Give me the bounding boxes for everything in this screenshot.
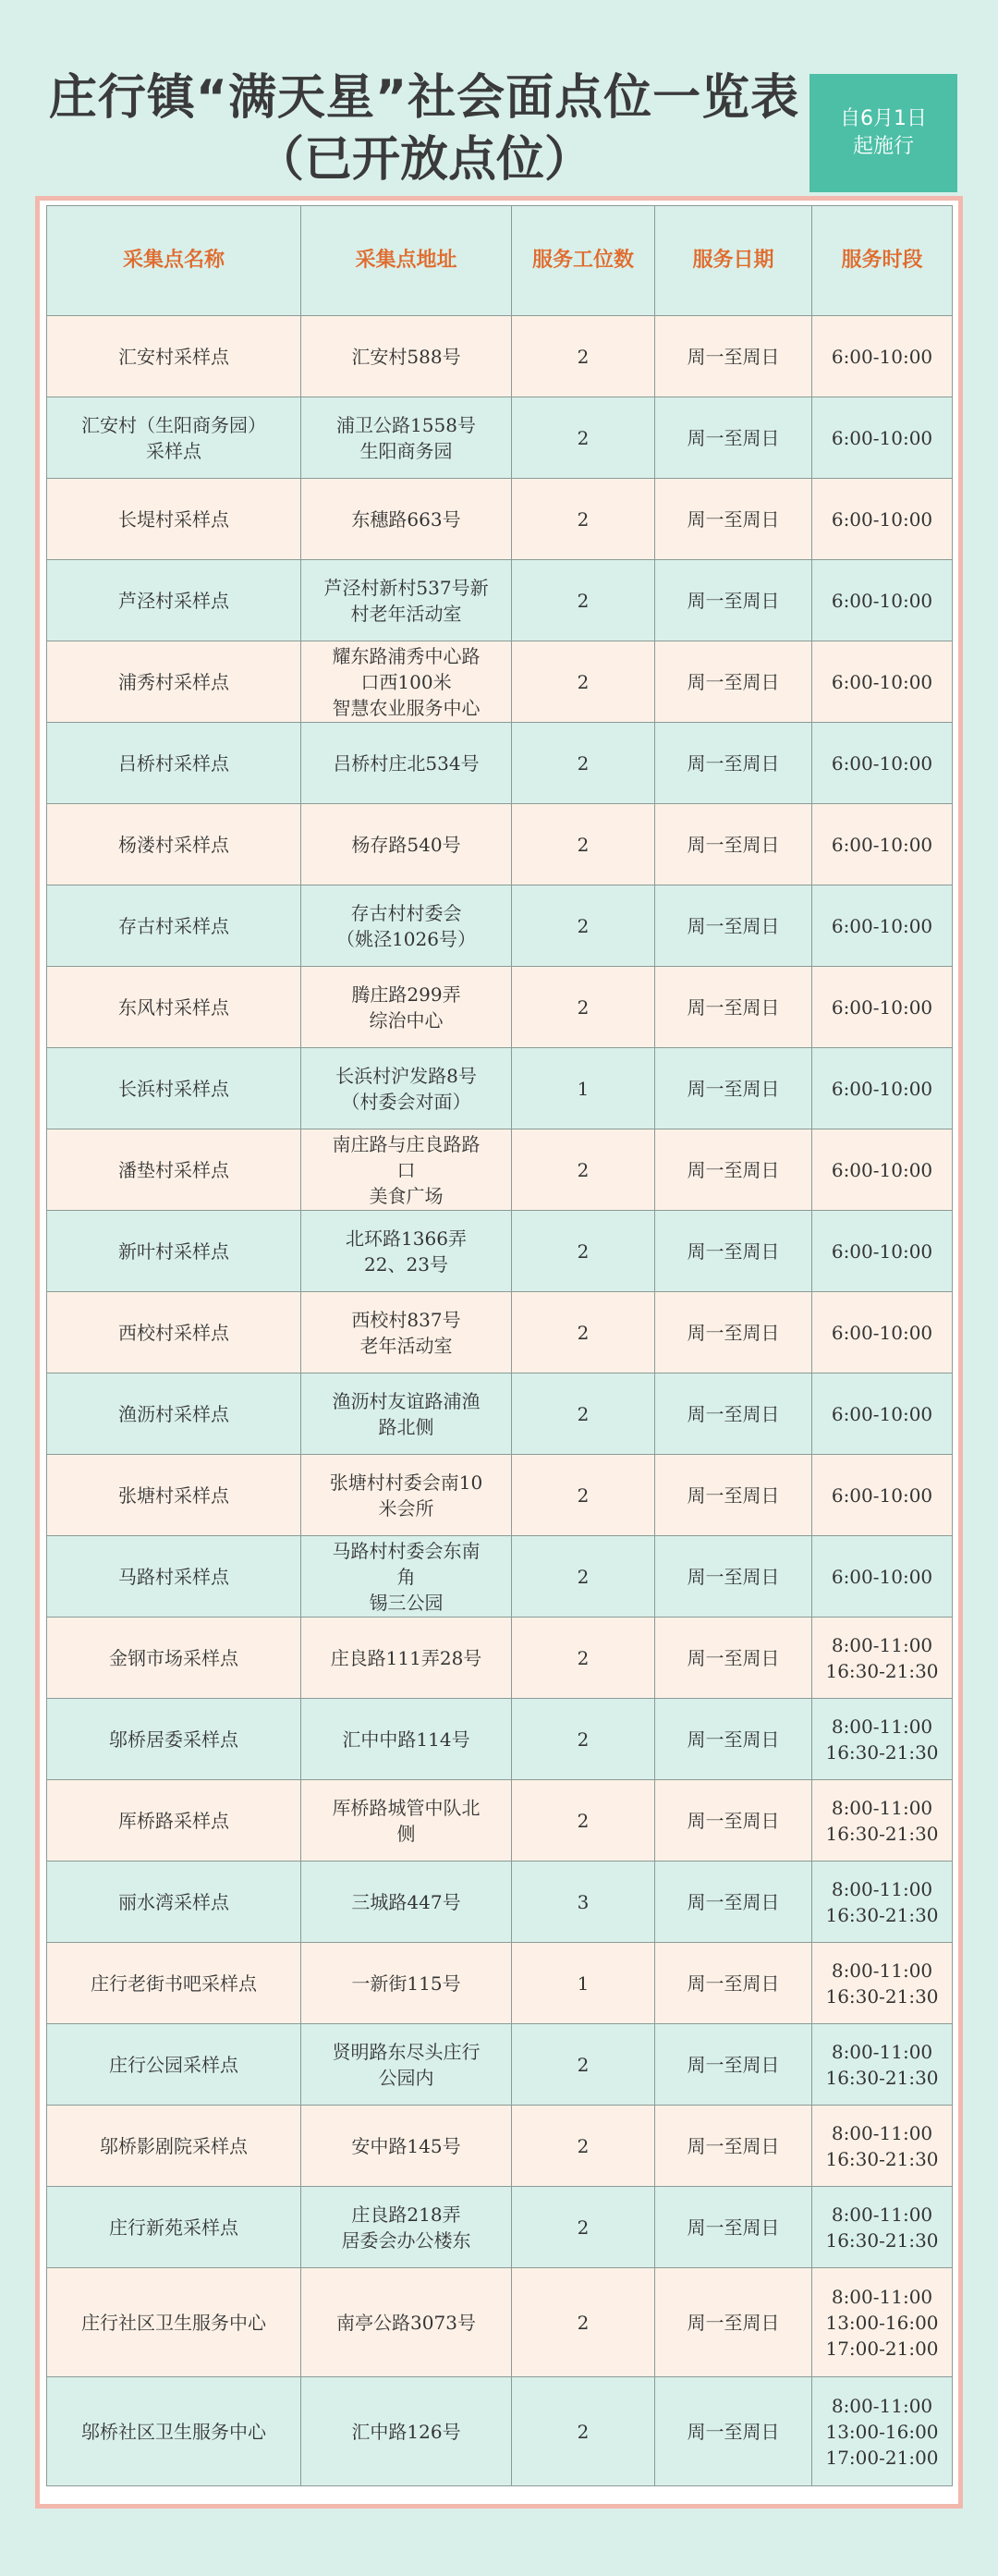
table-row (47, 1536, 953, 1618)
cell-site-address: 厍桥路城管中队北 侧 (301, 1780, 512, 1862)
cell-site-address: 庄良路111弄28号 (301, 1618, 512, 1699)
cell-service-hours: 6:00-10:00 (812, 1536, 953, 1618)
cell-service-days: 周一至周日 (655, 2268, 812, 2377)
cell-station-count: 2 (512, 1536, 655, 1618)
cell-service-hours: 8:00-11:00 16:30-21:30 (812, 2187, 953, 2268)
cell-site-name: 长堤村采样点 (47, 479, 301, 560)
table-row (47, 1211, 953, 1292)
cell-station-count: 2 (512, 316, 655, 397)
cell-service-days: 周一至周日 (655, 2024, 812, 2106)
cell-service-hours: 6:00-10:00 (812, 723, 953, 804)
title-block (35, 67, 813, 198)
cell-service-hours: 8:00-11:00 13:00-16:00 17:00-21:00 (812, 2377, 953, 2486)
cell-site-address: 长浜村沪发路8号 （村委会对面） (301, 1048, 512, 1129)
table-row (47, 1780, 953, 1862)
cell-service-hours: 6:00-10:00 (812, 967, 953, 1048)
cell-site-name: 金钢市场采样点 (47, 1618, 301, 1699)
cell-service-hours: 6:00-10:00 (812, 1292, 953, 1373)
cell-service-days: 周一至周日 (655, 1048, 812, 1129)
cell-station-count: 1 (512, 1048, 655, 1129)
table-row (47, 397, 953, 479)
cell-site-name: 汇安村（生阳商务园） 采样点 (47, 397, 301, 479)
table-row (47, 723, 953, 804)
header-station-count: 服务工位数 (512, 206, 655, 316)
cell-service-days: 周一至周日 (655, 1862, 812, 1943)
cell-service-days: 周一至周日 (655, 560, 812, 641)
cell-site-address: 腾庄路299弄 综治中心 (301, 967, 512, 1048)
cell-site-address: 马路村村委会东南 角 锡三公园 (301, 1536, 512, 1618)
cell-service-days: 周一至周日 (655, 2377, 812, 2486)
cell-service-days: 周一至周日 (655, 967, 812, 1048)
cell-site-name: 汇安村采样点 (47, 316, 301, 397)
cell-service-hours: 8:00-11:00 16:30-21:30 (812, 2106, 953, 2187)
badge-line-2: 起施行 (852, 135, 914, 158)
cell-site-address: 汇中路126号 (301, 2377, 512, 2486)
cell-station-count: 2 (512, 1211, 655, 1292)
cell-station-count: 2 (512, 560, 655, 641)
table-row (47, 2024, 953, 2106)
cell-site-name: 长浜村采样点 (47, 1048, 301, 1129)
cell-station-count: 2 (512, 1292, 655, 1373)
cell-station-count: 2 (512, 2268, 655, 2377)
cell-site-address: 安中路145号 (301, 2106, 512, 2187)
cell-service-hours: 6:00-10:00 (812, 1129, 953, 1211)
cell-service-days: 周一至周日 (655, 1699, 812, 1780)
cell-service-hours: 6:00-10:00 (812, 1455, 953, 1536)
cell-site-name: 丽水湾采样点 (47, 1862, 301, 1943)
cell-service-days: 周一至周日 (655, 479, 812, 560)
table-row (47, 967, 953, 1048)
cell-service-days: 周一至周日 (655, 397, 812, 479)
cell-site-name: 庄行老街书吧采样点 (47, 1943, 301, 2024)
header-service-hours: 服务时段 (812, 206, 953, 316)
cell-service-days: 周一至周日 (655, 1618, 812, 1699)
cell-service-days: 周一至周日 (655, 885, 812, 967)
cell-site-address: 三城路447号 (301, 1862, 512, 1943)
table-row (47, 1292, 953, 1373)
cell-service-days: 周一至周日 (655, 1129, 812, 1211)
cell-service-hours: 6:00-10:00 (812, 479, 953, 560)
cell-site-name: 厍桥路采样点 (47, 1780, 301, 1862)
cell-station-count: 2 (512, 1618, 655, 1699)
cell-site-address: 南庄路与庄良路路 口 美食广场 (301, 1129, 512, 1211)
page-title: 庄行镇“满天星”社会面点位一览表 (48, 70, 800, 126)
cell-service-days: 周一至周日 (655, 641, 812, 723)
cell-site-name: 邬桥居委采样点 (47, 1699, 301, 1780)
page-subtitle: （已开放点位） (255, 132, 592, 188)
cell-station-count: 2 (512, 1455, 655, 1536)
table-row (47, 1048, 953, 1129)
cell-site-address: 汇安村588号 (301, 316, 512, 397)
cell-service-days: 周一至周日 (655, 1373, 812, 1455)
table-row (47, 560, 953, 641)
cell-service-hours: 6:00-10:00 (812, 1211, 953, 1292)
cell-site-name: 存古村采样点 (47, 885, 301, 967)
cell-site-name: 吕桥村采样点 (47, 723, 301, 804)
cell-service-days: 周一至周日 (655, 2187, 812, 2268)
cell-station-count: 2 (512, 2106, 655, 2187)
cell-site-address: 一新街115号 (301, 1943, 512, 2024)
cell-service-hours: 6:00-10:00 (812, 1048, 953, 1129)
cell-site-address: 存古村村委会 （姚泾1026号） (301, 885, 512, 967)
cell-service-hours: 6:00-10:00 (812, 885, 953, 967)
table-row (47, 1618, 953, 1699)
cell-station-count: 1 (512, 1943, 655, 2024)
cell-service-days: 周一至周日 (655, 723, 812, 804)
cell-service-days: 周一至周日 (655, 1211, 812, 1292)
cell-service-hours: 6:00-10:00 (812, 1373, 953, 1455)
table-row (47, 2268, 953, 2377)
cell-site-address: 庄良路218弄 居委会办公楼东 (301, 2187, 512, 2268)
table-row (47, 2187, 953, 2268)
table-row (47, 2377, 953, 2486)
table-row (47, 1943, 953, 2024)
cell-site-address: 浦卫公路1558号 生阳商务园 (301, 397, 512, 479)
cell-station-count: 2 (512, 1780, 655, 1862)
cell-site-address: 南亭公路3073号 (301, 2268, 512, 2377)
header-service-days: 服务日期 (655, 206, 812, 316)
table-row (47, 1129, 953, 1211)
cell-site-address: 北环路1366弄 22、23号 (301, 1211, 512, 1292)
cell-site-name: 潘垫村采样点 (47, 1129, 301, 1211)
table-row (47, 1699, 953, 1780)
cell-site-address: 耀东路浦秀中心路 口西100米 智慧农业服务中心 (301, 641, 512, 723)
table-header-row (47, 206, 953, 316)
cell-service-days: 周一至周日 (655, 1780, 812, 1862)
cell-site-address: 西校村837号 老年活动室 (301, 1292, 512, 1373)
cell-service-days: 周一至周日 (655, 1455, 812, 1536)
cell-site-address: 贤明路东尽头庄行 公园内 (301, 2024, 512, 2106)
cell-station-count: 2 (512, 2024, 655, 2106)
table-body (47, 316, 953, 2486)
table-row (47, 885, 953, 967)
cell-site-address: 张塘村村委会南10 米会所 (301, 1455, 512, 1536)
cell-site-name: 新叶村采样点 (47, 1211, 301, 1292)
cell-station-count: 2 (512, 1129, 655, 1211)
cell-site-name: 渔沥村采样点 (47, 1373, 301, 1455)
cell-station-count: 2 (512, 641, 655, 723)
cell-station-count: 2 (512, 1699, 655, 1780)
table-row (47, 1455, 953, 1536)
cell-station-count: 2 (512, 2377, 655, 2486)
table-row (47, 1862, 953, 1943)
cell-service-days: 周一至周日 (655, 2106, 812, 2187)
sampling-sites-table (46, 205, 953, 2486)
cell-site-name: 庄行新苑采样点 (47, 2187, 301, 2268)
cell-service-hours: 8:00-11:00 16:30-21:30 (812, 1862, 953, 1943)
cell-service-hours: 6:00-10:00 (812, 316, 953, 397)
cell-site-address: 东穗路663号 (301, 479, 512, 560)
table-row (47, 641, 953, 723)
cell-site-name: 杨溇村采样点 (47, 804, 301, 885)
cell-site-name: 邬桥影剧院采样点 (47, 2106, 301, 2187)
cell-station-count: 3 (512, 1862, 655, 1943)
cell-station-count: 2 (512, 804, 655, 885)
table-row (47, 316, 953, 397)
cell-service-hours: 8:00-11:00 16:30-21:30 (812, 1780, 953, 1862)
table-row (47, 804, 953, 885)
header-site-name: 采集点名称 (47, 206, 301, 316)
cell-site-name: 张塘村采样点 (47, 1455, 301, 1536)
cell-station-count: 2 (512, 397, 655, 479)
cell-service-hours: 6:00-10:00 (812, 397, 953, 479)
table-row (47, 479, 953, 560)
effective-date-badge (809, 74, 957, 192)
cell-site-address: 芦泾村新村537号新 村老年活动室 (301, 560, 512, 641)
cell-service-hours: 8:00-11:00 13:00-16:00 17:00-21:00 (812, 2268, 953, 2377)
badge-line-1: 自6月1日 (840, 107, 927, 130)
cell-service-hours: 8:00-11:00 16:30-21:30 (812, 1618, 953, 1699)
cell-site-address: 汇中中路114号 (301, 1699, 512, 1780)
cell-site-address: 杨存路540号 (301, 804, 512, 885)
cell-service-hours: 8:00-11:00 16:30-21:30 (812, 2024, 953, 2106)
cell-service-hours: 8:00-11:00 16:30-21:30 (812, 1699, 953, 1780)
cell-site-name: 芦泾村采样点 (47, 560, 301, 641)
cell-station-count: 2 (512, 1373, 655, 1455)
header-site-address: 采集点地址 (301, 206, 512, 316)
cell-service-hours: 8:00-11:00 16:30-21:30 (812, 1943, 953, 2024)
cell-station-count: 2 (512, 2187, 655, 2268)
cell-service-hours: 6:00-10:00 (812, 804, 953, 885)
table-row (47, 2106, 953, 2187)
cell-service-days: 周一至周日 (655, 1292, 812, 1373)
cell-station-count: 2 (512, 885, 655, 967)
cell-site-name: 浦秀村采样点 (47, 641, 301, 723)
cell-service-days: 周一至周日 (655, 1536, 812, 1618)
cell-site-address: 渔沥村友谊路浦渔 路北侧 (301, 1373, 512, 1455)
cell-site-name: 东风村采样点 (47, 967, 301, 1048)
cell-site-name: 庄行社区卫生服务中心 (47, 2268, 301, 2377)
cell-site-name: 庄行公园采样点 (47, 2024, 301, 2106)
cell-site-name: 西校村采样点 (47, 1292, 301, 1373)
cell-service-days: 周一至周日 (655, 316, 812, 397)
cell-service-days: 周一至周日 (655, 1943, 812, 2024)
cell-service-hours: 6:00-10:00 (812, 641, 953, 723)
cell-station-count: 2 (512, 967, 655, 1048)
table-row (47, 1373, 953, 1455)
cell-site-name: 邬桥社区卫生服务中心 (47, 2377, 301, 2486)
cell-site-name: 马路村采样点 (47, 1536, 301, 1618)
cell-service-hours: 6:00-10:00 (812, 560, 953, 641)
cell-service-days: 周一至周日 (655, 804, 812, 885)
cell-station-count: 2 (512, 479, 655, 560)
cell-station-count: 2 (512, 723, 655, 804)
cell-site-address: 吕桥村庄北534号 (301, 723, 512, 804)
